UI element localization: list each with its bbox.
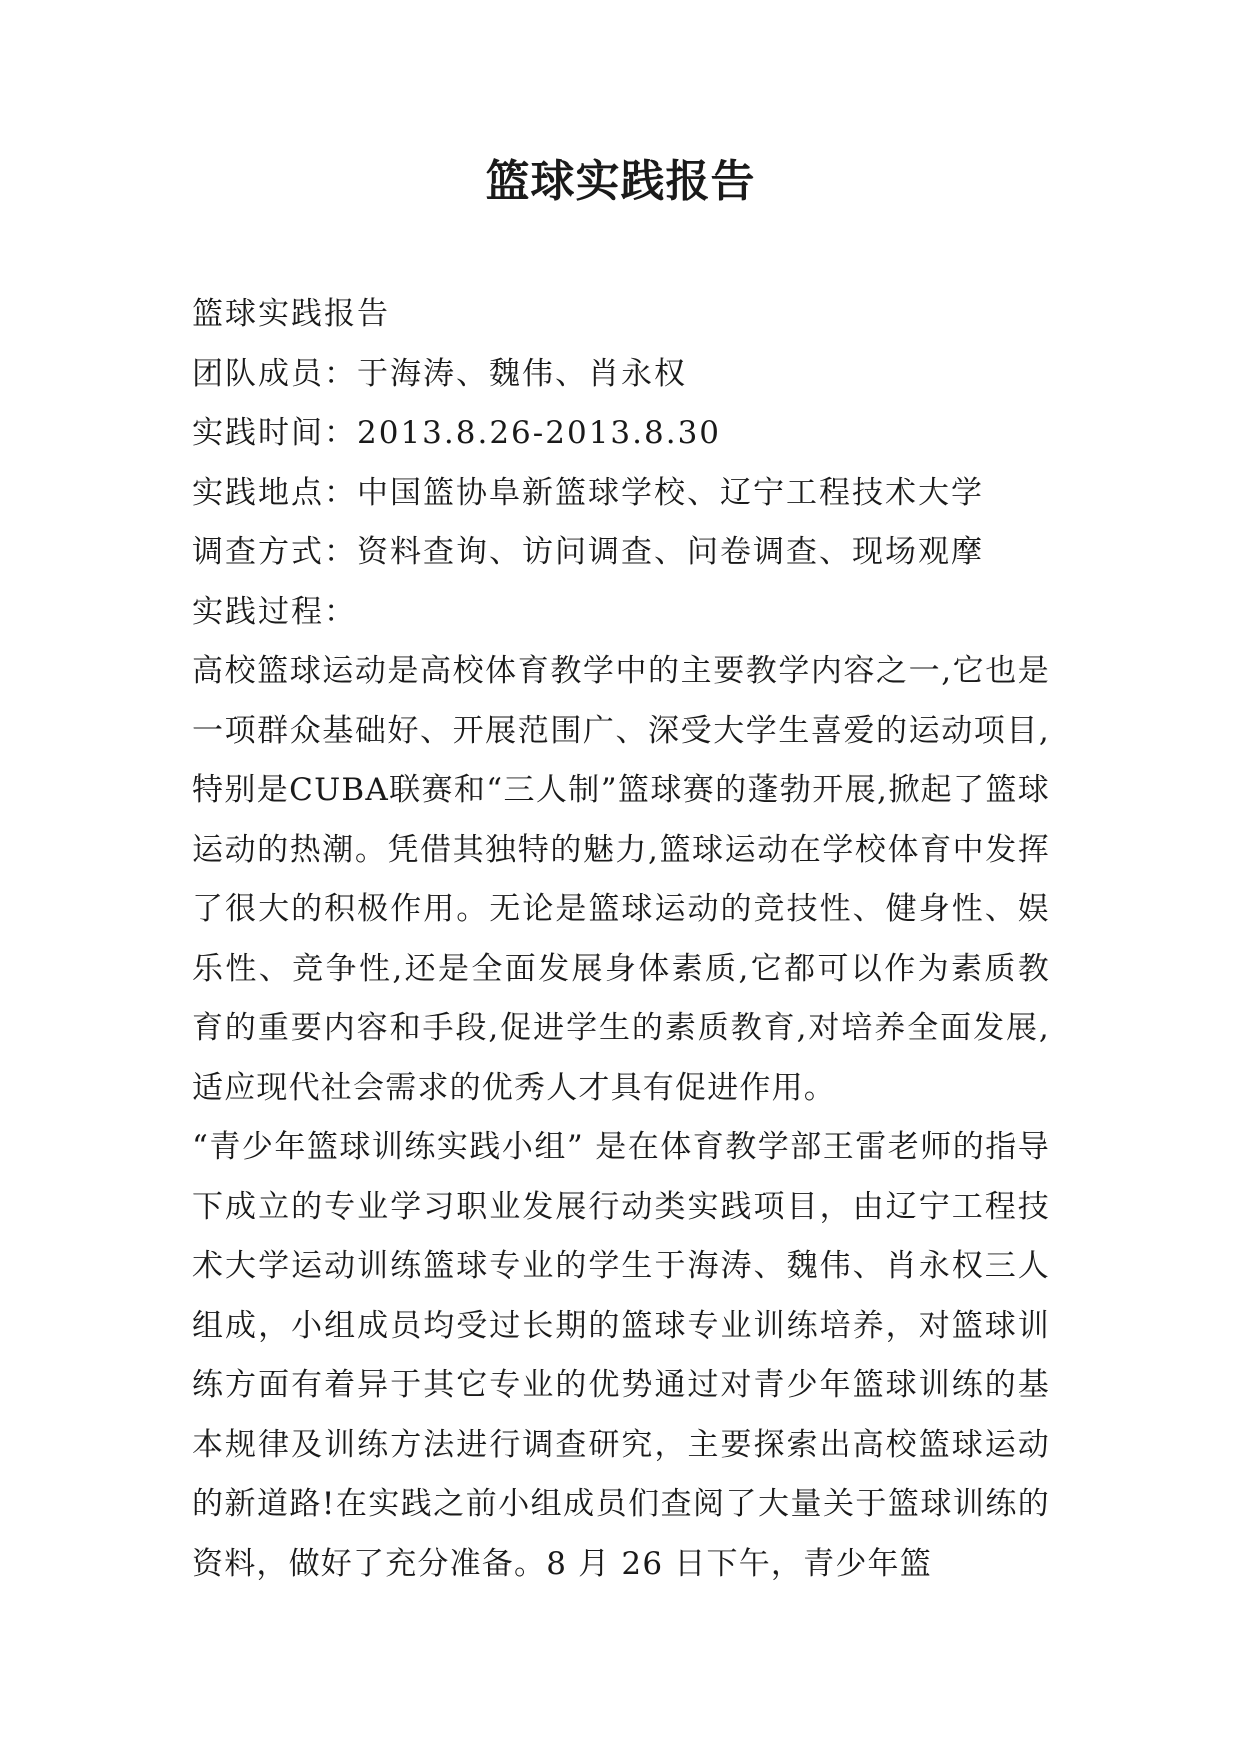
practice-location-line: 实践地点：中国篮协阜新篮球学校、辽宁工程技术大学 (192, 474, 984, 511)
team-members-line: 团队成员：于海涛、魏伟、肖永权 (192, 355, 687, 392)
body-paragraph: 高校篮球运动是高校体育教学中的主要教学内容之一,它也是一项群众基础好、开展范围广、深受大学生喜爱的运动项目,特别是CUBA联赛和“三人制”篮球赛的蓬勃开展,掀起了篮球运动的热潮。凭借其独特的魅力,篮球运动在学校体育中发挥了很大的积极作用。无论是篮球运动的竞技性、健身性、娱乐性、竞争性,还是全面发展身体素质,它都可以作为素质教育的重要内容和手段,促进学生的素质教育,对培养全面发展,适应现代社会需求的优秀人才具有促进作用。 (192, 653, 1050, 1106)
document-body (192, 285, 1050, 1594)
body-paragraph: “青少年篮球训练实践小组” 是在体育教学部王雷老师的指导下成立的专业学习职业发展行动类实践项目，由辽宁工程技术大学运动训练篮球专业的学生于海涛、魏伟、肖永权三人组成，小组成员均受过长期的篮球专业训练培养，对篮球训练方面有着异于其它专业的优势通过对青少年篮球训练的基本规律及训练方法进行调查研究，主要探索出高校篮球运动的新道路!在实践之前小组成员们查阅了大量关于篮球训练的资料，做好了充分准备。8 月 26 日下午，青少年篮 (192, 1129, 1050, 1582)
practice-process-heading: 实践过程： (192, 593, 357, 630)
document-title: 篮球实践报告 (485, 156, 756, 207)
report-subtitle: 篮球实践报告 (192, 296, 390, 332)
practice-time-line: 实践时间：2013.8.26-2013.8.30 (192, 415, 722, 451)
survey-method-line: 调查方式：资料查询、访问调查、问卷调查、现场观摩 (192, 534, 984, 570)
